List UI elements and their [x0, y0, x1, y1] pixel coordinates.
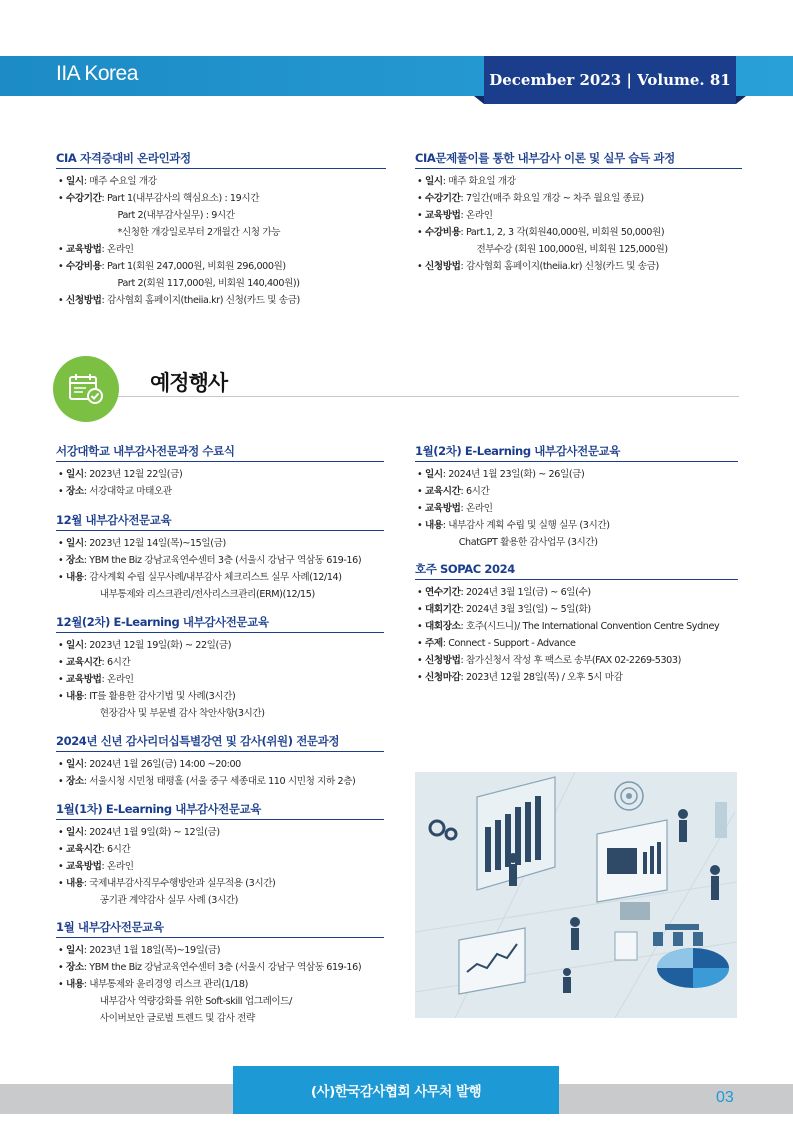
- info-value: : 감사협회 홈페이지(theiia.kr) 신청(카드 및 송금): [101, 295, 300, 306]
- info-row: [415, 466, 738, 483]
- info-value: : 2023년 12월 14일(목)~15일(금): [83, 538, 226, 549]
- info-value: : 온라인: [460, 210, 493, 221]
- bullet-icon: •: [58, 878, 64, 889]
- info-row: [56, 756, 384, 773]
- issue-label: December 2023 | Volume. 81: [484, 56, 736, 104]
- info-value: : 7일간(매주 화요일 개강 ~ 차주 월요일 종료): [460, 193, 644, 204]
- info-value: : 매주 화요일 개강: [442, 176, 516, 187]
- bullet-icon: •: [58, 486, 64, 497]
- bullet-icon: •: [58, 759, 64, 770]
- info-value: : 2023년 12월 19일(화) ~ 22일(금): [83, 640, 232, 651]
- info-value: : IT를 활용한 감사기법 및 사례(3시간): [83, 691, 236, 702]
- info-value: : Part 1(내부감사의 핵심요소) : 19시간: [101, 193, 260, 204]
- info-row: [56, 569, 384, 586]
- info-continuation: 공기관 계약감사 실무 사례 (3시간): [99, 895, 239, 906]
- info-row: [56, 173, 386, 190]
- info-label: 교육시간: [425, 486, 461, 497]
- calendar-check-icon: [53, 356, 119, 422]
- info-row: [415, 224, 742, 241]
- bullet-icon: •: [417, 587, 423, 598]
- block-sopac: [415, 561, 738, 686]
- info-row: [56, 466, 384, 483]
- info-row: [415, 652, 738, 669]
- block-january: [56, 919, 384, 1027]
- info-row: [56, 875, 384, 892]
- info-value: : 2024년 1월 26일(금) 14:00 ~20:00: [83, 759, 241, 770]
- info-label: 수강기간: [425, 193, 461, 204]
- info-label: 장소: [66, 776, 84, 787]
- info-row: [415, 483, 738, 500]
- info-value: : 2024년 3월 1일(금) ~ 6일(수): [460, 587, 591, 598]
- header-tab-fold: [474, 96, 484, 104]
- info-label: 일시: [66, 538, 84, 549]
- info-row: [56, 959, 384, 976]
- block-cia-practice: [415, 150, 742, 275]
- info-value: : 2023년 1월 18일(목)~19일(금): [83, 945, 221, 956]
- info-label: 교육방법: [66, 861, 102, 872]
- bullet-icon: •: [58, 827, 64, 838]
- bullet-icon: •: [58, 295, 64, 306]
- block-title: 12월 내부감사전문교육: [56, 512, 384, 531]
- info-row: [56, 258, 386, 275]
- info-label: 연수기간: [425, 587, 461, 598]
- bullet-icon: •: [58, 261, 64, 272]
- block-cia-online: [56, 150, 386, 309]
- info-value: : 2024년 1월 9일(화) ~ 12일(금): [83, 827, 220, 838]
- info-label: 수강기간: [66, 193, 102, 204]
- info-row: [415, 173, 742, 190]
- bullet-icon: •: [417, 469, 423, 480]
- info-row: [56, 637, 384, 654]
- info-label: 주제: [425, 638, 443, 649]
- info-row: [56, 858, 384, 875]
- bullet-icon: •: [417, 655, 423, 666]
- info-continuation: Part 2(회원 117,000원, 비회원 140,400원)): [117, 278, 300, 289]
- audit-illustration: [415, 772, 737, 1018]
- bullet-icon: •: [417, 227, 423, 238]
- info-label: 신청방법: [425, 261, 461, 272]
- info-value: : 2023년 12월 28일(목) / 오후 5시 마감: [460, 672, 623, 683]
- section-title: 예정행사: [150, 371, 228, 395]
- info-label: 장소: [66, 555, 84, 566]
- bullet-icon: •: [58, 640, 64, 651]
- bullet-icon: •: [417, 193, 423, 204]
- info-row: [56, 824, 384, 841]
- info-row: [415, 618, 738, 635]
- info-row: [415, 635, 738, 652]
- bullet-icon: •: [58, 657, 64, 668]
- block-title: 호주 SOPAC 2024: [415, 561, 738, 580]
- bullet-icon: •: [58, 538, 64, 549]
- bullet-icon: •: [417, 520, 423, 531]
- info-label: 일시: [66, 759, 84, 770]
- bullet-icon: •: [417, 638, 423, 649]
- info-label: 일시: [66, 176, 84, 187]
- info-continuation: 사이버보안 글로벌 트렌드 및 감사 전략: [99, 1013, 255, 1024]
- info-value: : Part 1(회원 247,000원, 비회원 296,000원): [101, 261, 286, 272]
- block-title: CIA 자격증대비 온라인과정: [56, 150, 386, 169]
- block-title: 서강대학교 내부감사전문과정 수료식: [56, 443, 384, 462]
- info-label: 장소: [66, 486, 84, 497]
- info-value: : 호주(시드니)/ The International Convention Centre Sydney: [460, 621, 720, 632]
- info-value: : 온라인: [101, 674, 134, 685]
- info-row: [56, 292, 386, 309]
- info-row: [415, 584, 738, 601]
- info-label: 신청마감: [425, 672, 461, 683]
- block-title: 12월(2차) E-Learning 내부감사전문교육: [56, 614, 384, 633]
- info-row: [56, 483, 384, 500]
- info-continuation: Part 2(내부감사실무) : 9시간: [117, 210, 235, 221]
- info-row: [56, 552, 384, 569]
- bullet-icon: •: [417, 672, 423, 683]
- bullet-icon: •: [58, 844, 64, 855]
- info-value: : 온라인: [101, 244, 134, 255]
- info-label: 교육시간: [66, 844, 102, 855]
- info-label: 대회장소: [425, 621, 461, 632]
- block-2024-newyear: [56, 733, 384, 790]
- info-label: 내용: [66, 979, 84, 990]
- bullet-icon: •: [417, 176, 423, 187]
- info-value: : 6시간: [460, 486, 490, 497]
- block-december-elearning: [56, 614, 384, 722]
- block-title: 2024년 신년 감사리더십특별강연 및 감사(위원) 전문과정: [56, 733, 384, 752]
- info-value: : 내부감사 계획 수립 및 실행 실무 (3시간): [442, 520, 610, 531]
- bullet-icon: •: [417, 503, 423, 514]
- info-value: : 국제내부감사직무수행방안과 실무적용 (3시간): [83, 878, 276, 889]
- info-row: [415, 190, 742, 207]
- info-label: 일시: [66, 640, 84, 651]
- info-row: [56, 773, 384, 790]
- bullet-icon: •: [58, 945, 64, 956]
- bullet-icon: •: [58, 469, 64, 480]
- bullet-icon: •: [58, 572, 64, 583]
- info-label: 교육시간: [66, 657, 102, 668]
- info-value: : 내부통제와 윤리경영 리스크 관리(1/18): [83, 979, 248, 990]
- bullet-icon: •: [58, 674, 64, 685]
- info-value: : 참가신청서 작성 후 팩스로 송부(FAX 02-2269-5303): [460, 655, 681, 666]
- info-label: 장소: [66, 962, 84, 973]
- info-label: 일시: [425, 176, 443, 187]
- info-label: 교육방법: [425, 503, 461, 514]
- info-row: [415, 669, 738, 686]
- info-continuation: 전부수강 (회원 100,000원, 비회원 125,000원): [476, 244, 668, 255]
- info-label: 내용: [66, 878, 84, 889]
- info-value: : 온라인: [460, 503, 493, 514]
- info-label: 일시: [425, 469, 443, 480]
- info-value: : 감사계획 수립 실무사례/내부감사 체크리스트 실무 사례(12/14): [83, 572, 342, 583]
- block-title: 1월(2차) E-Learning 내부감사전문교육: [415, 443, 738, 462]
- info-row: [56, 688, 384, 705]
- bullet-icon: •: [417, 604, 423, 615]
- bullet-icon: •: [58, 962, 64, 973]
- bullet-icon: •: [58, 176, 64, 187]
- info-value: : Connect - Support - Advance: [442, 638, 576, 649]
- info-value: : 6시간: [101, 844, 131, 855]
- bullet-icon: •: [58, 691, 64, 702]
- info-continuation: 내부통제와 리스크관리/전사리스크관리(ERM)(12/15): [99, 589, 315, 600]
- info-row: [56, 841, 384, 858]
- info-label: 일시: [66, 469, 84, 480]
- info-label: 대회기간: [425, 604, 461, 615]
- info-row: [415, 207, 742, 224]
- info-value: : YBM the Biz 강남교육연수센터 3층 (서울시 강남구 역삼동 619-16): [83, 962, 362, 973]
- bullet-icon: •: [58, 979, 64, 990]
- info-row: [56, 654, 384, 671]
- brand-logo-text: IIA Korea: [56, 62, 138, 85]
- bullet-icon: •: [58, 193, 64, 204]
- info-continuation: 내부감사 역량강화를 위한 Soft-skill 업그레이드/: [99, 996, 293, 1007]
- info-label: 교육방법: [66, 244, 102, 255]
- block-sogang: [56, 443, 384, 500]
- info-row: [56, 942, 384, 959]
- info-label: 교육방법: [66, 674, 102, 685]
- page-number: 03: [716, 1089, 734, 1106]
- info-label: 일시: [66, 945, 84, 956]
- info-row: [415, 258, 742, 275]
- info-row: [415, 601, 738, 618]
- info-row: [56, 535, 384, 552]
- info-value: : 6시간: [101, 657, 131, 668]
- info-label: 신청방법: [425, 655, 461, 666]
- info-continuation: *신청한 개강일로부터 2개월간 시청 가능: [117, 227, 281, 238]
- info-value: : 매주 수요일 개강: [83, 176, 157, 187]
- info-row: [56, 671, 384, 688]
- block-december: [56, 512, 384, 603]
- header-tab-fold: [736, 96, 746, 104]
- block-jan-1st-elearning: [56, 801, 384, 909]
- info-value: : YBM the Biz 강남교육연수센터 3층 (서울시 강남구 역삼동 619-16): [83, 555, 362, 566]
- block-title: CIA문제풀이를 통한 내부감사 이론 및 실무 습득 과정: [415, 150, 742, 169]
- info-label: 내용: [425, 520, 443, 531]
- block-title: 1월(1차) E-Learning 내부감사전문교육: [56, 801, 384, 820]
- bullet-icon: •: [58, 244, 64, 255]
- info-label: 내용: [66, 691, 84, 702]
- bullet-icon: •: [417, 261, 423, 272]
- info-label: 신청방법: [66, 295, 102, 306]
- info-row: [415, 500, 738, 517]
- info-row: [56, 190, 386, 207]
- info-continuation: ChatGPT 활용한 감사업무 (3시간): [458, 537, 598, 548]
- info-value: : 서강대학교 마태오관: [83, 486, 172, 497]
- bullet-icon: •: [58, 776, 64, 787]
- bullet-icon: •: [417, 210, 423, 221]
- bullet-icon: •: [58, 861, 64, 872]
- info-value: : 서울시청 시민청 태평홀 (서울 중구 세종대로 110 시민청 지하 2층): [83, 776, 356, 787]
- bullet-icon: •: [417, 486, 423, 497]
- info-value: : 2024년 3월 3일(일) ~ 5일(화): [460, 604, 591, 615]
- info-value: : 온라인: [101, 861, 134, 872]
- bullet-icon: •: [58, 555, 64, 566]
- info-continuation: 현장감사 및 부문별 감사 착안사항(3시간): [99, 708, 265, 719]
- info-label: 수강비용: [66, 261, 102, 272]
- info-label: 교육방법: [425, 210, 461, 221]
- info-label: 내용: [66, 572, 84, 583]
- block-title: 1월 내부감사전문교육: [56, 919, 384, 938]
- info-row: [56, 241, 386, 258]
- bullet-icon: •: [417, 621, 423, 632]
- block-jan-2nd-elearning: [415, 443, 738, 551]
- info-row: [56, 976, 384, 993]
- info-value: : 감사협회 홈페이지(theiia.kr) 신청(카드 및 송금): [460, 261, 659, 272]
- info-label: 수강비용: [425, 227, 461, 238]
- info-value: : 2024년 1월 23일(화) ~ 26일(금): [442, 469, 585, 480]
- publisher-label: (사)한국감사협회 사무처 발행: [233, 1066, 559, 1114]
- info-value: : Part.1, 2, 3 각(회원40,000원, 비회원 50,000원): [460, 227, 665, 238]
- info-row: [415, 517, 738, 534]
- info-label: 일시: [66, 827, 84, 838]
- info-value: : 2023년 12월 22일(금): [83, 469, 183, 480]
